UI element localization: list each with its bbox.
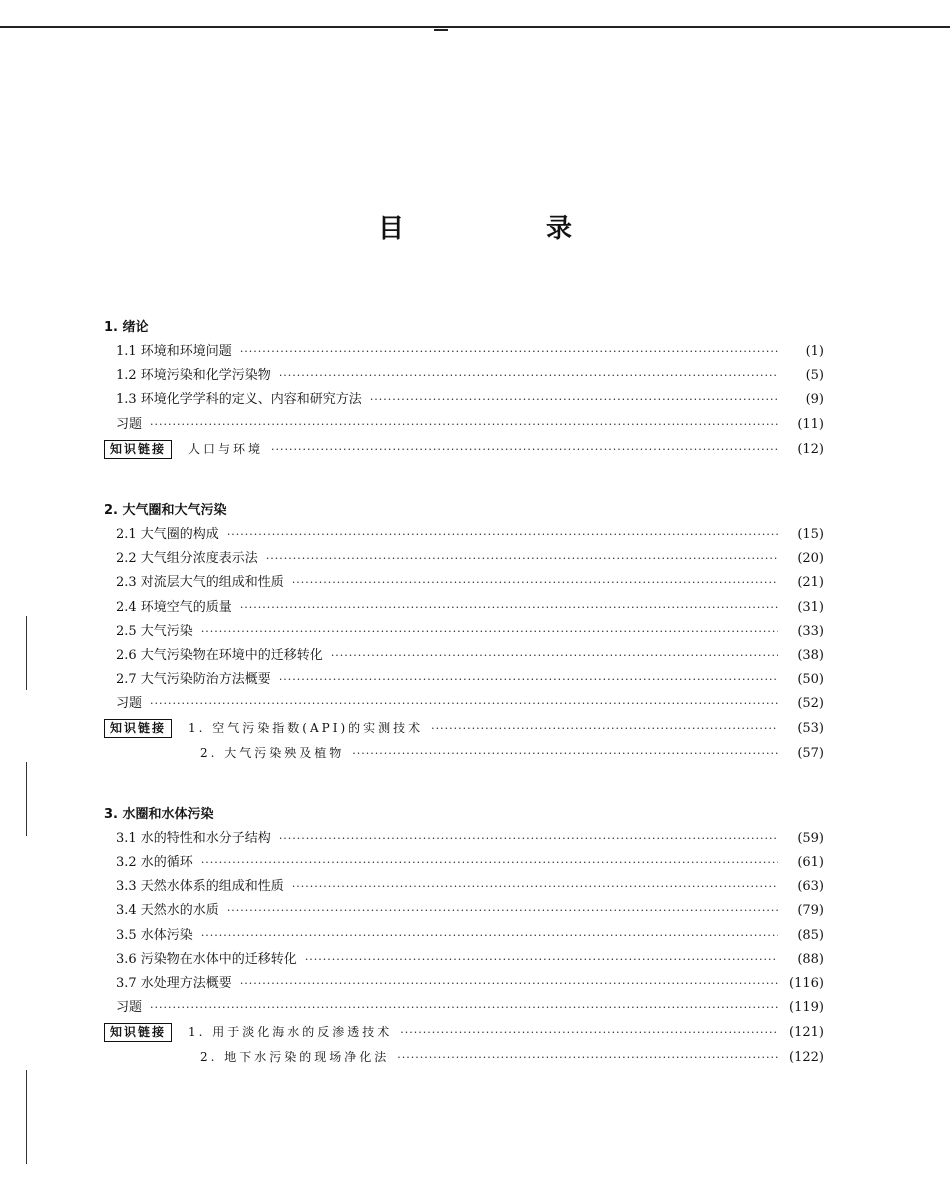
toc-entry-label: 习题 (116, 1000, 143, 1016)
page-number: (20) (797, 551, 824, 567)
knowledge-link-entry[interactable] (104, 741, 824, 765)
dot-leader (305, 948, 778, 972)
toc-entry[interactable] (104, 924, 824, 948)
toc-entry-label: 2.7 大气污染防治方法概要 (116, 672, 271, 688)
toc-entry-label: 2.4 环境空气的质量 (116, 599, 232, 615)
toc-entry[interactable] (104, 668, 824, 692)
dot-leader (240, 972, 778, 996)
toc-entry[interactable] (104, 364, 824, 388)
dot-leader (150, 996, 778, 1020)
toc-entry[interactable] (104, 547, 824, 571)
toc-entry-label: 3.5 水体污染 (116, 927, 193, 943)
toc-entry-label: 2.2 大气组分浓度表示法 (116, 551, 258, 567)
page-number: (88) (797, 951, 824, 967)
page-number: (53) (797, 721, 824, 737)
page-number: (122) (789, 1049, 824, 1065)
dot-leader (352, 742, 778, 766)
toc-entry-label: 2.1 大气圈的构成 (116, 526, 219, 542)
dot-leader (240, 596, 778, 620)
toc-entry[interactable] (104, 413, 824, 437)
dot-leader (201, 924, 778, 948)
page-number: (1) (805, 344, 824, 359)
dot-leader (292, 875, 778, 899)
chapter-1 (104, 316, 824, 461)
margin-mark (26, 762, 27, 836)
toc-entry[interactable] (104, 972, 824, 996)
page-number: (15) (797, 526, 824, 542)
chapter-3 (104, 803, 824, 1069)
toc-entry[interactable] (104, 996, 824, 1020)
dot-leader (150, 413, 778, 437)
toc-entry-label: 3.3 天然水体系的组成和性质 (116, 879, 284, 895)
toc-entry-label: 1.3 环境化学学科的定义、内容和研究方法 (116, 392, 362, 408)
dot-leader (292, 571, 778, 595)
toc-entry-label: 3.4 天然水的水质 (116, 903, 219, 919)
page-number: (12) (797, 441, 824, 457)
toc-entry-label: 3.1 水的特性和水分子结构 (116, 830, 271, 846)
toc-entry-label: 2.3 对流层大气的组成和性质 (116, 575, 284, 591)
page-title: 目 录 (377, 214, 630, 244)
page-number: (21) (797, 575, 824, 591)
top-rule-mark (434, 29, 448, 31)
toc-entry-label: 2. 大气污染殃及植物 (200, 745, 345, 760)
toc-entry[interactable] (104, 948, 824, 972)
knowledge-link-entry[interactable] (104, 1045, 824, 1069)
table-of-contents (104, 316, 824, 1107)
toc-entry[interactable] (104, 851, 824, 875)
toc-entry-label: 3.7 水处理方法概要 (116, 975, 232, 991)
dot-leader (397, 1046, 778, 1070)
page-number: (119) (789, 1000, 824, 1016)
toc-entry[interactable] (104, 899, 824, 923)
toc-entry[interactable] (104, 596, 824, 620)
dot-leader (431, 717, 778, 741)
dot-leader (279, 668, 778, 692)
toc-entry-label: 习题 (116, 696, 143, 712)
page-number: (57) (797, 745, 824, 761)
knowledge-link-entry[interactable] (104, 437, 824, 461)
dot-leader (201, 851, 778, 875)
page-number: (38) (797, 647, 824, 663)
dot-leader (240, 340, 778, 364)
dot-leader (271, 438, 778, 462)
chapter-heading: 2. 大气圈和大气污染 (104, 502, 227, 518)
dot-leader (279, 364, 778, 388)
page-number: (79) (797, 903, 824, 919)
toc-entry-label: 2. 地下水污染的现场净化法 (200, 1049, 390, 1064)
margin-mark (26, 1070, 27, 1164)
toc-entry[interactable] (104, 827, 824, 851)
toc-entry-label: 1. 空气污染指数(API)的实测技术 (188, 721, 424, 736)
toc-entry-label: 1.1 环境和环境问题 (116, 344, 232, 359)
chapter-2 (104, 499, 824, 765)
page-number: (31) (797, 599, 824, 615)
toc-entry[interactable] (104, 340, 824, 364)
toc-entry[interactable] (104, 523, 824, 547)
toc-entry-label: 1.2 环境污染和化学污染物 (116, 368, 271, 384)
toc-entry-label: 习题 (116, 416, 143, 432)
toc-entry[interactable] (104, 644, 824, 668)
dot-leader (227, 899, 778, 923)
page-number: (116) (789, 975, 824, 991)
toc-entry-label: 2.6 大气污染物在环境中的迁移转化 (116, 647, 323, 663)
page-number: (9) (805, 392, 824, 408)
toc-entry-label: 3.6 污染物在水体中的迁移转化 (116, 951, 297, 967)
page-number: (63) (797, 879, 824, 895)
chapter-heading: 3. 水圈和水体污染 (104, 806, 214, 822)
dot-leader (150, 692, 778, 716)
toc-entry-label: 1. 用于淡化海水的反渗透技术 (188, 1025, 393, 1040)
margin-mark (26, 616, 27, 690)
chapter-heading: 1. 绪论 (104, 320, 149, 335)
dot-leader (370, 388, 778, 412)
page-number: (121) (789, 1025, 824, 1041)
page-number: (33) (797, 623, 824, 639)
toc-entry[interactable] (104, 875, 824, 899)
toc-entry[interactable] (104, 388, 824, 412)
dot-leader (400, 1021, 778, 1045)
dot-leader (201, 620, 778, 644)
page-number: (52) (797, 696, 824, 712)
toc-entry[interactable] (104, 620, 824, 644)
dot-leader (279, 827, 778, 851)
page-number: (59) (797, 830, 824, 846)
knowledge-link-entry[interactable] (104, 1020, 824, 1044)
page-number: (5) (805, 368, 824, 384)
toc-entry[interactable] (104, 692, 824, 716)
page-number: (85) (797, 927, 824, 943)
toc-entry[interactable] (104, 571, 824, 595)
dot-leader (331, 644, 778, 668)
toc-entry-label: 人口与环境 (188, 441, 264, 456)
page-number: (11) (797, 416, 824, 432)
dot-leader (266, 547, 778, 571)
page-number: (50) (797, 672, 824, 688)
dot-leader (227, 523, 778, 547)
toc-entry-label: 3.2 水的循环 (116, 855, 193, 870)
page-number: (61) (797, 855, 824, 870)
knowledge-link-badge: 知识链接 (104, 1023, 172, 1042)
top-rule (0, 26, 950, 28)
knowledge-link-badge: 知识链接 (104, 440, 172, 459)
knowledge-link-entry[interactable] (104, 716, 824, 740)
toc-entry-label: 2.5 大气污染 (116, 623, 193, 639)
knowledge-link-badge: 知识链接 (104, 719, 172, 738)
